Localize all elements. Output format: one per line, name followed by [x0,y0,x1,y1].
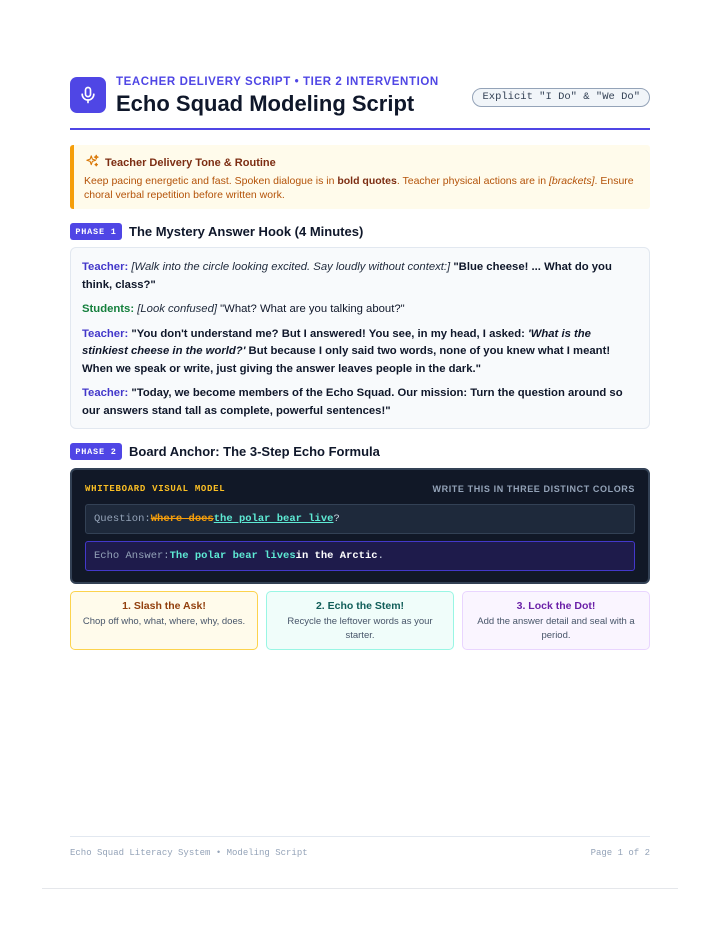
spoken-dialogue-emphasis: 'What is the stinkiest cheese in the world?' [82,327,591,357]
answer-period: . [377,550,384,562]
step-description: Chop off who, what, where, why, does. [82,616,246,627]
callout-text-part: . Teacher physical actions are in [396,175,549,187]
document-header [70,76,650,130]
question-mark: ? [333,513,340,525]
step-card-echo [266,591,454,650]
phase-1-pill: PHASE 1 [70,223,122,240]
speaker-teacher: Teacher: [82,327,129,340]
step-description: Add the answer detail and seal with a period. [477,616,635,641]
speaker-students: Students: [82,303,135,315]
mode-badge: Explicit "I Do" & "We Do" [472,88,650,107]
phase-1-heading [70,223,363,240]
speaker-teacher: Teacher: [82,387,129,399]
callout-bold-text: bold quotes [337,175,397,187]
step-title: 2. Echo the Stem! [315,600,405,612]
stage-direction: [Look confused] [137,303,217,315]
footer-divider [70,836,650,837]
whiteboard-model [70,468,650,584]
phase-2-pill: PHASE 2 [70,443,122,460]
spoken-dialogue: "What? What are you talking about?" [220,303,405,315]
delivery-tone-callout [70,145,650,209]
dialogue-line [82,385,638,420]
step-description: Recycle the leftover words as your starter. [287,616,433,641]
document-eyebrow: TEACHER DELIVERY SCRIPT • TIER 2 INTERVENTION [116,76,439,88]
callout-heading [85,154,640,172]
step-title: 3. Lock the Dot! [516,600,596,612]
question-row [85,504,635,534]
phase-1-title: The Mystery Answer Hook (4 Minutes) [129,224,364,239]
answer-stem: The polar bear lives [169,550,296,562]
header-divider [70,128,650,130]
sparkle-icon [85,154,100,172]
whiteboard-heading: WHITEBOARD VISUAL MODEL [85,484,226,494]
step-card-lock [462,591,650,650]
step-card-slash [70,591,258,650]
question-label: Question: [94,513,151,525]
question-stem: the polar bear live [213,513,334,525]
spoken-dialogue: "Blue cheese! ... What do you think, class?" [82,261,612,291]
spoken-dialogue: But because I only said two words, none of you knew what I meant! When we speak or write, just giving the answer leaves people in the dark." [82,345,611,375]
callout-text-part: Keep pacing energetic and fast. Spoken dialogue is in [84,175,338,187]
dialogue-script [70,247,650,429]
dialogue-line [82,301,638,319]
step-title: 1. Slash the Ask! [122,600,206,612]
speaker-teacher: Teacher: [82,261,129,273]
answer-row [85,541,635,571]
answer-detail: in the Arctic [295,550,378,562]
callout-italic-text: [brackets] [548,175,595,187]
page-title: Echo Squad Modeling Script [116,91,415,116]
whiteboard-note: WRITE THIS IN THREE DISTINCT COLORS [432,484,635,494]
phase-2-heading [70,443,380,460]
dialogue-line [82,259,638,294]
spoken-dialogue: "You don't understand me? But I answered! You see, in my head, I asked: [131,327,529,340]
microphone-icon [70,77,106,113]
page-number: Page 1 of 2 [590,848,650,858]
dialogue-line [82,326,638,379]
stage-direction: [Walk into the circle looking excited. Say loudly without context:] [131,261,451,273]
callout-title: Teacher Delivery Tone & Routine [105,157,276,169]
phase-2-title: Board Anchor: The 3-Step Echo Formula [129,444,380,459]
footer-title: Echo Squad Literacy System • Modeling Script [70,848,308,858]
spoken-dialogue: "Today, we become members of the Echo Squad. Our mission: Turn the question around so our answers stand tall as complete, powerful sentences!" [82,387,623,417]
callout-text-part: . Ensure choral verbal repetition before written work. [84,175,634,201]
question-word-struck: Where does [150,513,214,525]
page-bottom-divider [42,888,678,889]
callout-body [84,174,640,202]
answer-label: Echo Answer: [94,550,170,562]
